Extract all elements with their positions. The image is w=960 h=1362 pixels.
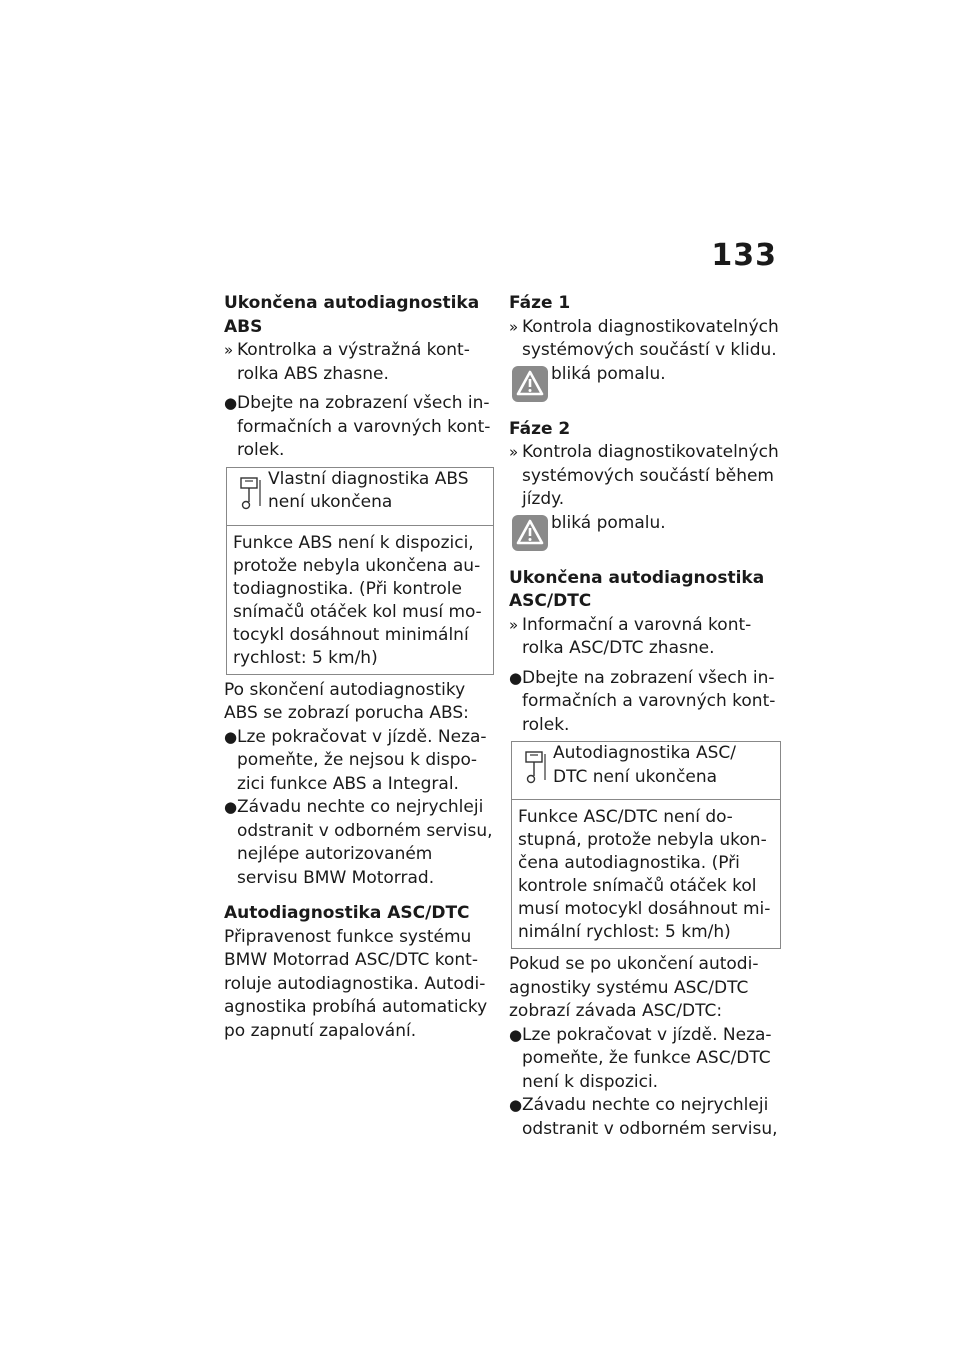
list-item bbox=[509, 1094, 781, 1141]
phase1-heading: Fáze 1 bbox=[509, 293, 571, 313]
asc-box-head bbox=[512, 742, 780, 800]
right-column bbox=[509, 292, 781, 1141]
asc-done-heading: Ukončena autodiagnostika ASC/DTC bbox=[509, 567, 765, 611]
asc-box-body: Funkce ASC/DTC není dostupná, protože nebyla ukončena autodiagnostika. (Při kontrole snímačů otáček kol musí motocykl dosáhnout minimální rychlost: 5 km/h) bbox=[518, 807, 771, 942]
phase2-step bbox=[509, 441, 781, 512]
abs-heading: Ukončena autodiagnostika ABS bbox=[224, 293, 480, 337]
asc-done-bullet-text: Dbejte na zobrazení všech informačních a varovných kontrolek. bbox=[522, 667, 776, 735]
list-item bbox=[224, 796, 494, 890]
phase2-step-text: Kontrola diagnostikovatelných systémových součástí během jízdy. bbox=[522, 442, 779, 509]
phase2-lamp-text: bliká pomalu. bbox=[551, 512, 666, 533]
abs-list-item-text: Lze pokračovat v jízdě. Nezapomeňte, že nejsou k dispozici funkce ABS a Integral. bbox=[237, 726, 487, 794]
phase1-step-text: Kontrola diagnostikovatelných systémových součástí v klidu. bbox=[522, 316, 779, 360]
left-column bbox=[224, 292, 494, 1043]
diagnostic-tool-icon bbox=[238, 476, 264, 520]
asc-done-step-text: Informační a varovná kontrolka ASC/DTC zhasne. bbox=[522, 614, 752, 658]
asc-heading: Autodiagnostika ASC/DTC bbox=[224, 903, 470, 923]
asc-done-step bbox=[509, 614, 781, 661]
abs-after-text: Po skončení autodiagnostiky ABS se zobrazí porucha ABS: bbox=[224, 679, 469, 723]
abs-box-title: Vlastní diagnostika ABS není ukončena bbox=[268, 468, 469, 512]
step-marker: » bbox=[509, 615, 519, 634]
bullet-marker: ● bbox=[509, 1025, 523, 1044]
abs-diagnosis-box bbox=[226, 467, 494, 675]
step-marker: » bbox=[509, 317, 519, 336]
bullet-marker: ● bbox=[509, 668, 523, 687]
abs-step bbox=[224, 339, 494, 386]
general-warning-lamp-icon bbox=[511, 514, 549, 560]
phase1-step bbox=[509, 316, 781, 363]
asc-diagnosis-box bbox=[511, 741, 781, 949]
abs-box-body: Funkce ABS není k dispozici, protože nebyla ukončena autodiagnostika. (Při kontrole snímačů otáček kol musí motocykl dosáhnout minimální rychlost: 5 km/h) bbox=[233, 532, 482, 668]
diagnostic-tool-icon bbox=[523, 750, 549, 794]
asc-text: Připravenost funkce systému BMW Motorrad ASC/DTC kontroluje autodiagnostika. Autodiagnostika probíhá automaticky po zapnutí zapalování. bbox=[224, 926, 488, 1041]
general-warning-lamp-icon bbox=[511, 365, 549, 411]
abs-step-text: Kontrolka a výstražná kontrolka ABS zhasne. bbox=[237, 340, 470, 384]
abs-bullet-text: Dbejte na zobrazení všech informačních a varovných kontrolek. bbox=[237, 393, 491, 460]
phase1-lamp-row bbox=[509, 363, 781, 403]
abs-bullet bbox=[224, 392, 494, 463]
bullet-marker: ● bbox=[224, 798, 238, 816]
phase2-heading: Fáze 2 bbox=[509, 418, 571, 439]
bullet-marker: ● bbox=[509, 1096, 523, 1114]
asc-done-bullet bbox=[509, 667, 781, 738]
step-marker: » bbox=[224, 341, 234, 359]
step-marker: » bbox=[509, 443, 519, 461]
phase2-lamp-row bbox=[509, 512, 781, 552]
bullet-marker: ● bbox=[224, 394, 238, 412]
asc-list-item-text: Závadu nechte co nejrychleji odstranit v odborném servisu, bbox=[522, 1095, 778, 1139]
asc-list-item-text: Lze pokračovat v jízdě. Nezapomeňte, že funkce ASC/DTC není k dispozici. bbox=[522, 1024, 772, 1092]
bullet-marker: ● bbox=[224, 727, 238, 746]
abs-box-head bbox=[227, 468, 493, 526]
phase1-lamp-text: bliká pomalu. bbox=[551, 363, 666, 384]
asc-after-text: Pokud se po ukončení autodiagnostiky systému ASC/DTC zobrazí závada ASC/DTC: bbox=[509, 954, 759, 1021]
list-item bbox=[224, 726, 494, 797]
abs-list-item-text: Závadu nechte co nejrychleji odstranit v odborném servisu, nejlépe autorizovaném servisu BMW Motorrad. bbox=[237, 797, 493, 888]
list-item bbox=[509, 1024, 781, 1095]
asc-box-title: Autodiagnostika ASC/ DTC není ukončena bbox=[553, 743, 736, 787]
page-number: 133 bbox=[711, 238, 777, 273]
